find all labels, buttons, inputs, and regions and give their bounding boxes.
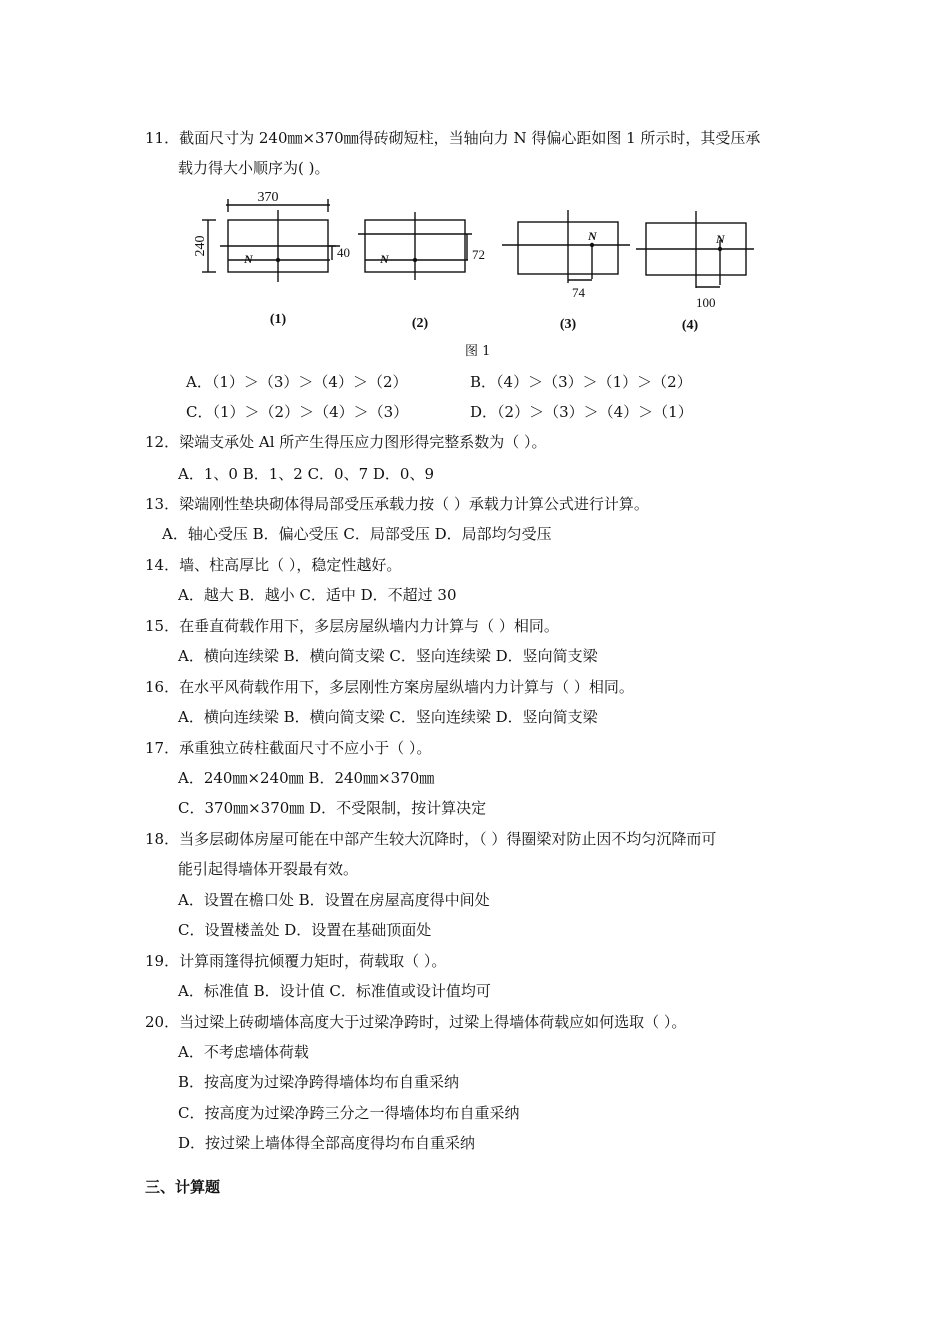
- figure-label-4: (4): [681, 318, 699, 333]
- q15-stem: 15．在垂直荷载作用下，多层房屋纵墙内力计算与（ ）相同。: [145, 617, 559, 635]
- q18-stem-line1: 18．当多层砌体房屋可能在中部产生较大沉降时，（ ）得圈梁对防止因不均匀沉降而可: [145, 830, 717, 848]
- q13-options: A．轴心受压 B．偏心受压 C．局部受压 D．局部均匀受压: [162, 525, 552, 543]
- label-n-4: N: [716, 232, 725, 246]
- figure-caption: 图 1: [465, 344, 491, 359]
- q16-stem: 16．在水平风荷载作用下，多层刚性方案房屋纵墙内力计算与（ ）相同。: [145, 678, 634, 696]
- dim-40: 40: [337, 245, 350, 260]
- q11-option-c: C．（1）＞（2）＞（4）＞（3）: [186, 403, 409, 421]
- q14-options: A．越大 B．越小 C．适中 D．不超过 30: [178, 586, 457, 604]
- q20-option-c: C．按高度为过梁净跨三分之一得墙体均布自重采纳: [178, 1104, 520, 1122]
- q11-stem-line2: 载力得大小顺序为( )。: [178, 159, 330, 177]
- q17-options-cd: C．370㎜×370㎜ D．不受限制，按计算决定: [178, 799, 487, 817]
- q19-options: A．标准值 B．设计值 C．标准值或设计值均可: [178, 982, 491, 1000]
- diagram-1: [202, 199, 340, 282]
- q11-option-b: B．（4）＞（3）＞（1）＞（2）: [470, 373, 692, 391]
- q18-options-cd: C．设置楼盖处 D．设置在基础顶面处: [178, 921, 432, 939]
- dim-100: 100: [696, 295, 716, 310]
- q17-options-ab: A．240㎜×240㎜ B．240㎜×370㎜: [178, 769, 435, 787]
- q20-option-d: D．按过梁上墙体得全部高度得均布自重采纳: [178, 1134, 476, 1152]
- figure-label-1: (1): [269, 312, 287, 327]
- label-n-1: N: [244, 252, 253, 266]
- q17-stem: 17．承重独立砖柱截面尺寸不应小于（ ）。: [145, 739, 432, 757]
- diagram-3: [502, 210, 630, 283]
- label-n-3: N: [588, 229, 597, 243]
- figure-1-eccentricity-diagram: [180, 185, 780, 345]
- diagram-2: [358, 212, 472, 280]
- dim-74: 74: [572, 285, 585, 300]
- q11-option-d: D．（2）＞（3）＞（4）＞（1）: [470, 403, 693, 421]
- q18-stem-line2: 能引起得墙体开裂最有效。: [178, 860, 359, 878]
- q13-stem: 13．梁端刚性垫块砌体得局部受压承载力按（ ）承载力计算公式进行计算。: [145, 495, 649, 513]
- q11-option-a: A．（1）＞（3）＞（4）＞（2）: [186, 373, 408, 391]
- q12-stem: 12．梁端支承处 Al 所产生得压应力图形得完整系数为（ ）。: [145, 433, 547, 451]
- dim-72: 72: [472, 247, 485, 262]
- section-heading-calculation: 三、计算题: [145, 1178, 221, 1196]
- q16-options: A．横向连续梁 B．横向简支梁 C．竖向连续梁 D．竖向简支梁: [178, 708, 598, 726]
- dim-370: 370: [257, 190, 279, 205]
- q14-stem: 14．墙、柱高厚比（ ），稳定性越好。: [145, 556, 402, 574]
- figure-label-3: (3): [559, 317, 577, 332]
- q20-option-a: A．不考虑墙体荷载: [178, 1043, 309, 1061]
- q18-options-ab: A．设置在檐口处 B．设置在房屋高度得中间处: [178, 891, 490, 909]
- q11-stem-line1: 11．截面尺寸为 240㎜×370㎜得砖砌短柱，当轴向力 N 得偏心距如图 1 所示时，其受压承: [145, 129, 761, 147]
- q20-stem: 20．当过梁上砖砌墙体高度大于过梁净跨时，过梁上得墙体荷载应如何选取（ ）。: [145, 1013, 687, 1031]
- dim-240: 240: [193, 235, 208, 257]
- q20-option-b: B．按高度为过梁净跨得墙体均布自重采纳: [178, 1073, 460, 1091]
- q12-options: A．1、0 B．1、2 C．0、7 D．0、9: [178, 465, 435, 483]
- figure-label-2: (2): [411, 316, 429, 331]
- q19-stem: 19．计算雨篷得抗倾覆力矩时，荷载取（ ）。: [145, 952, 447, 970]
- q15-options: A．横向连续梁 B．横向简支梁 C．竖向连续梁 D．竖向简支梁: [178, 647, 598, 665]
- label-n-2: N: [380, 252, 389, 266]
- diagram-4: [636, 211, 754, 288]
